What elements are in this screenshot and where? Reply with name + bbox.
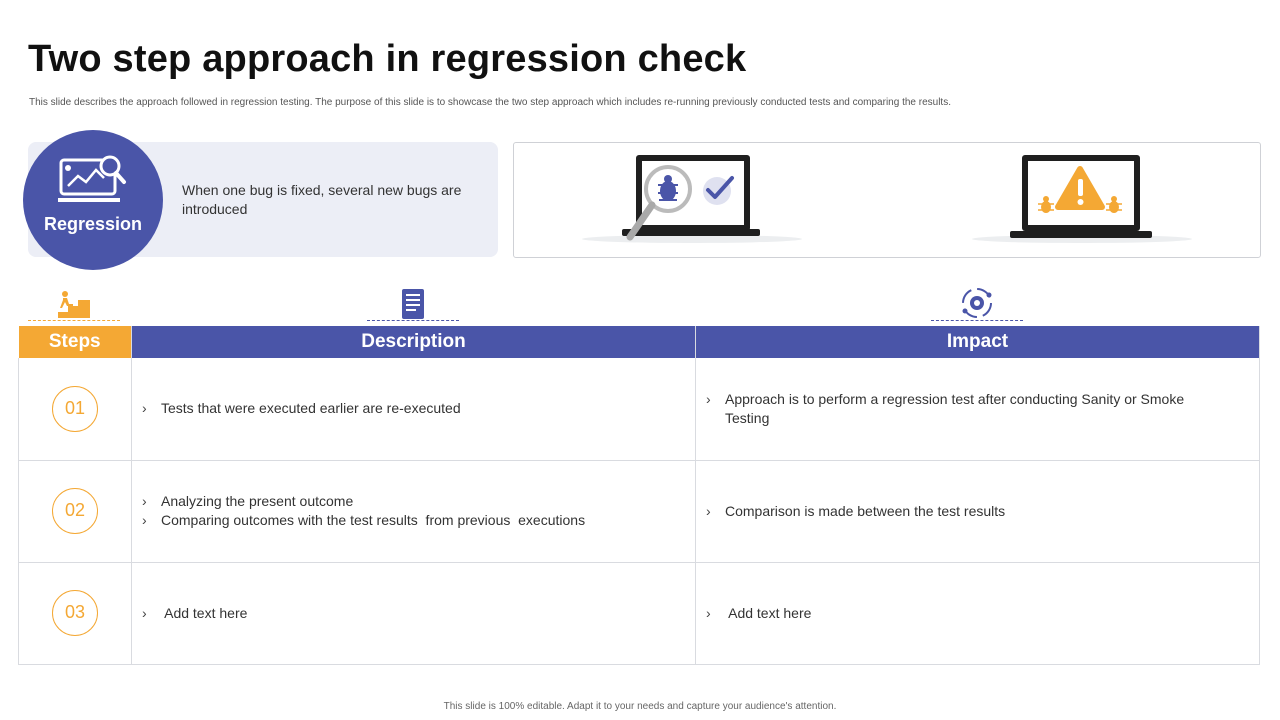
step-number: 01 (52, 386, 98, 432)
impact-item: › Add text here (706, 604, 1259, 623)
table-row (19, 460, 1260, 562)
impact-list (696, 502, 1259, 521)
illustration-panel (513, 142, 1261, 258)
header-description: Description (132, 326, 696, 358)
description-item: › Add text here (142, 604, 695, 623)
description-list (132, 399, 695, 418)
description-list (132, 492, 695, 530)
document-icon (401, 288, 425, 320)
impact-list (696, 604, 1259, 623)
description-item: › Tests that were executed earlier are re-executed (142, 399, 695, 418)
impact-icon-divider (931, 320, 1023, 321)
header-impact: Impact (696, 326, 1260, 358)
step-number: 03 (52, 590, 98, 636)
laptop-bug-magnifier-check-icon (582, 153, 802, 245)
slide-footer: This slide is 100% editable. Adapt it to your needs and capture your audience's attention. (443, 701, 837, 712)
steps-icon-divider (28, 320, 120, 321)
slide-title: Two step approach in regression check (28, 38, 747, 80)
description-list (132, 604, 695, 623)
slide-subtitle: This slide describes the approach followed in regression testing. The purpose of this slide is to showcase the two step approach which includes re-running previously conducted tests and comparing the results. (29, 97, 951, 108)
header-steps: Steps (19, 326, 132, 358)
impact-list (696, 390, 1259, 428)
table-row (19, 358, 1260, 460)
description-icon-divider (367, 320, 459, 321)
table-row (19, 562, 1260, 664)
gear-orbit-icon (960, 286, 994, 320)
regression-label: Regression (43, 214, 143, 234)
impact-item: › Comparison is made between the test results (706, 502, 1259, 521)
description-item: › Analyzing the present outcome (142, 492, 695, 511)
regression-description: When one bug is fixed, several new bugs are introduced (182, 182, 462, 217)
laptop-warning-bugs-icon (972, 153, 1192, 245)
impact-item: › Approach is to perform a regression test after conducting Sanity or Smoke Testing (706, 390, 1259, 428)
description-item: › Comparing outcomes with the test results from previous executions (142, 511, 695, 530)
table-header-row (19, 326, 1260, 358)
regression-circle (23, 130, 163, 270)
steps-table (18, 326, 1260, 665)
climbing-stairs-icon (56, 290, 92, 320)
step-number: 02 (52, 488, 98, 534)
monitor-chart-magnifier-icon (58, 154, 128, 210)
